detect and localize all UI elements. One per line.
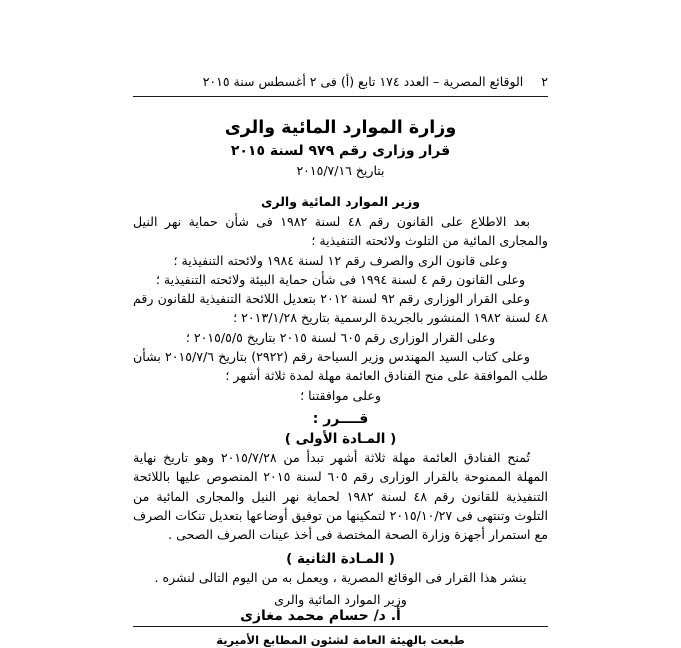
issuing-minister-title: وزير الموارد المائية والرى — [261, 194, 420, 209]
preamble-line: وعلى قانون الرى والصرف رقم ١٢ لسنة ١٩٨٤ ولائحته التنفيذية ؛ — [173, 252, 508, 268]
decree-date: بتاريخ ٢٠١٥/٧/١٦ — [296, 163, 385, 179]
signatory-title: وزير الموارد المائية والرى — [274, 592, 407, 607]
header-divider-rule — [133, 96, 548, 97]
article-one-heading: ( المـادة الأولى ) — [284, 431, 397, 447]
footer-divider-rule — [133, 626, 548, 627]
page-content-column — [133, 0, 548, 648]
preamble-block — [133, 212, 548, 405]
article-two-heading: ( المـادة الثانية ) — [286, 551, 395, 567]
running-head-text: الوقائع المصرية – العدد ١٧٤ تابع (أ) فى ٢ أغسطس سنة ٢٠١٥ — [202, 74, 524, 89]
signatory-name: أ. د/ حسام محمد مغازى — [240, 608, 401, 624]
preamble-line: وعلى موافقتنا ؛ — [300, 387, 381, 403]
preamble-line: وعلى القرار الوزارى رقم ٩٢ لسنة ٢٠١٢ بتعديل اللائحة التنفيذية للقانون رقم ٤٨ لسنة ١٩٨٢ المنشور بالجريدة الرسمية بتاريخ ٢٠١٣/١/٢٨ ؛ — [133, 291, 548, 326]
article-one-text: تُمنح الفنادق العائمة مهلة ثلاثة أشهر تبدأ من ٢٠١٥/٧/٢٨ وهو تاريخ نهاية المهلة الممنوحة بالقرار الوزارى رقم ٦٠٥ لسنة ٢٠١٥ المنصوص عليها باللائحة التنفيذية للقانون رقم ٤٨ لسنة ١٩٨٢ لحماية نهر النيل والمجارى المائية من التلوث وتنتهى فى ٢٠١٥/١٠/٢٧ لتمكينها من توفيق أوضاعها بتعديل تنكات الصرف مع استمرار أجهزة وزارة الصحة المختصة فى أخذ عينات الصرف الصحى . — [133, 450, 548, 543]
ministry-title: وزارة الموارد المائية والرى — [224, 118, 457, 138]
preamble-line: وعلى القانون رقم ٤ لسنة ١٩٩٤ فى شأن حماية البيئة ولائحته التنفيذية ؛ — [155, 271, 526, 287]
preamble-line: وعلى القرار الوزارى رقم ٦٠٥ لسنة ٢٠١٥ بتاريخ ٢٠١٥/٥/٥ ؛ — [185, 329, 496, 345]
running-head — [133, 74, 548, 89]
masthead — [133, 118, 548, 180]
printer-colophon: طبعت بالهيئة العامة لشئون المطابع الأميرية — [216, 633, 465, 647]
preamble-line: وعلى كتاب السيد المهندس وزير السياحة رقم (٢٩٢٢) بتاريخ ٢٠١٥/٧/٦ بشأن طلب الموافقة على منح الفنادق العائمة مهلة لمدة ثلاثة أشهر ؛ — [133, 349, 548, 384]
decided-label: قــــرر : — [312, 411, 369, 427]
preamble-line: بعد الاطلاع على القانون رقم ٤٨ لسنة ١٩٨٢ فى شأن حماية نهر النيل والمجارى المائية من التلوث ولائحته التنفيذية ؛ — [133, 214, 548, 249]
article-two-text: ينشر هذا القرار فى الوقائع المصرية ، ويعمل به من اليوم التالى لنشره . — [154, 570, 527, 585]
article-two-body — [133, 568, 548, 587]
page-number: ٢ — [541, 74, 548, 89]
decree-number: قرار وزارى رقم ٩٧٩ لسنة ٢٠١٥ — [230, 142, 451, 159]
article-one-body — [133, 448, 548, 544]
